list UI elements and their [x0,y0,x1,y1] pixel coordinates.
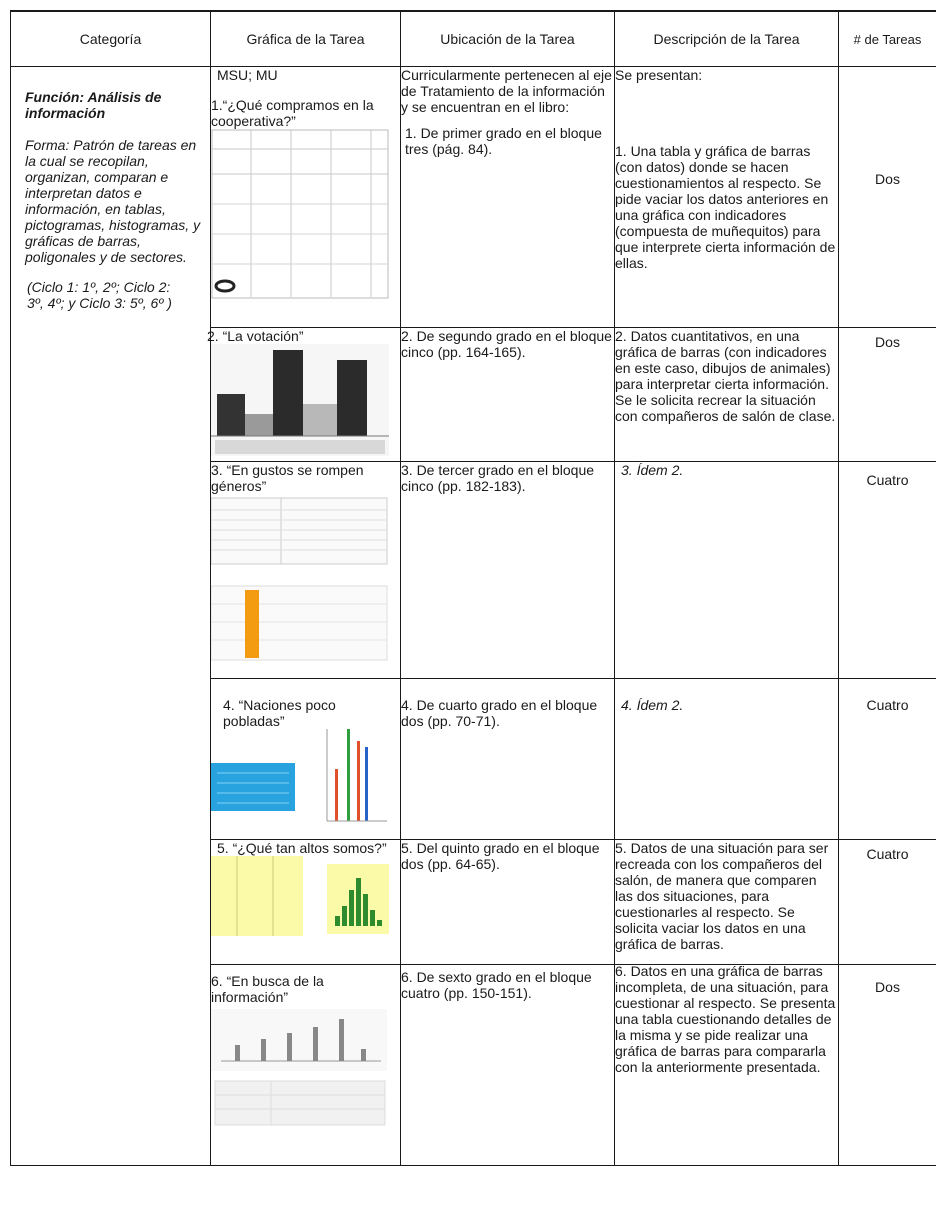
graph-title-6: 6. “En busca de la información” [211,973,324,1005]
description-4: 4. Ídem 2. [621,697,684,713]
description-cell-3 [615,462,839,679]
location-5: 5. Del quinto grado en el bloque dos (pp. 64-65). [401,840,600,872]
description-5: 5. Datos de una situación para ser recreada con los compañeros del salón, de manera que comparen las dos situaciones, para cuestionarles al respecto. Se solicita vaciar los datos en una gráfica de barras. [615,840,829,952]
task-count-5: Cuatro [866,846,909,862]
graph-title-4: 4. “Naciones poco pobladas” [223,697,336,729]
location-2: 2. De segundo grado en el bloque cinco (pp. 164-165). [401,328,612,360]
task-table [10,10,936,1166]
category-cycles: (Ciclo 1: 1º, 2º; Ciclo 2: 3º, 4º; y Ciclo 3: 5º, 6º ) [27,279,172,311]
graph-cell-4 [211,679,401,840]
task-1-thumbnail [211,129,389,299]
header-descripcion: Descripción de la Tarea [615,11,839,67]
location-cell-1 [401,67,615,328]
graph-cell-5 [211,840,401,965]
task-count-4: Cuatro [866,697,909,713]
description-cell-2 [615,328,839,462]
graph-title-1: 1.“¿Qué compramos en la cooperativa?” [211,97,374,129]
description-cell-1 [615,67,839,328]
description-cell-5 [615,840,839,965]
location-4: 4. De cuarto grado en el bloque dos (pp. 70-71). [401,697,598,729]
description-cell-6 [615,965,839,1166]
description-1: 1. Una tabla y gráfica de barras (con datos) donde se hacen cuestionamientos al respecto. Se pide vaciar los datos anteriores en una gráfica con indicadores (compuesta de muñequitos) para que interprete cierta información de ellas. [615,143,836,271]
count-cell-1 [839,67,936,328]
description-6: 6. Datos en una gráfica de barras incompleta, de una situación, para cuestionar al respecto. Se presenta una tabla cuestionando detalles de la misma y se pide realizar una gráfica de barras para compararla con la anteriormente presentada. [615,963,836,1075]
count-cell-3 [839,462,936,679]
graph-cell-3 [211,462,401,679]
table-row [11,67,936,328]
graph-title-3: 3. “En gustos se rompen géneros” [211,462,364,494]
graph-title-5: 5. “¿Qué tan altos somos?” [217,840,387,856]
task-2-thumbnail [211,344,389,456]
header-ubicacion: Ubicación de la Tarea [401,11,615,67]
location-cell-2 [401,328,615,462]
count-cell-5 [839,840,936,965]
location-cell-3 [401,462,615,679]
task-6-thumbnail [211,1005,389,1129]
header-grafica: Gráfica de la Tarea [211,11,401,67]
header-row [11,11,936,67]
count-cell-6 [839,965,936,1166]
description-cell-4 [615,679,839,840]
category-form: Forma: Patrón de tareas en la cual se recopilan, organizan, comparan e interpretan datos e información, en tablas, pictogramas, histogramas, y gráficas de barras, poligonales y de sectores. [25,137,201,265]
location-cell-6 [401,965,615,1166]
intro-description: Se presentan: [615,67,703,83]
location-cell-4 [401,679,615,840]
task-3-thumbnail [211,494,389,664]
location-6: 6. De sexto grado en el bloque cuatro (pp. 150-151). [401,969,592,1001]
location-1: 1. De primer grado en el bloque tres (pág. 84). [405,125,602,157]
graph-cell-6 [211,965,401,1166]
description-3: 3. Ídem 2. [621,462,684,478]
header-num-tareas: # de Tareas [839,11,936,67]
category-cell [11,67,211,1166]
graph-title-2: 2. “La votación” [207,328,304,344]
task-count-2: Dos [875,334,900,350]
header-categoria: Categoría [11,11,211,67]
intro-location: Curricularmente pertenecen al eje de Tratamiento de la información y se encuentran en el libro: [401,67,612,115]
graph-cell-2 [207,328,401,462]
task-count-3: Cuatro [866,472,909,488]
task-5-thumbnail [211,856,389,938]
intro-graph-label: MSU; MU [217,67,278,83]
count-cell-4 [839,679,936,840]
description-2: 2. Datos cuantitativos, en una gráfica de barras (con indicadores en este caso, dibujos de animales) para interpretar cierta información. Se le solicita recrear la situación con compañeros de salón de clase. [615,328,836,424]
task-count-1: Dos [875,171,900,187]
category-title: Función: Análisis de información [25,89,162,121]
location-3: 3. De tercer grado en el bloque cinco (pp. 182-183). [401,462,595,494]
graph-cell-1 [211,67,401,328]
location-cell-5 [401,840,615,965]
count-cell-2 [839,328,936,462]
task-4-thumbnail [211,729,389,829]
task-count-6: Dos [875,979,900,995]
